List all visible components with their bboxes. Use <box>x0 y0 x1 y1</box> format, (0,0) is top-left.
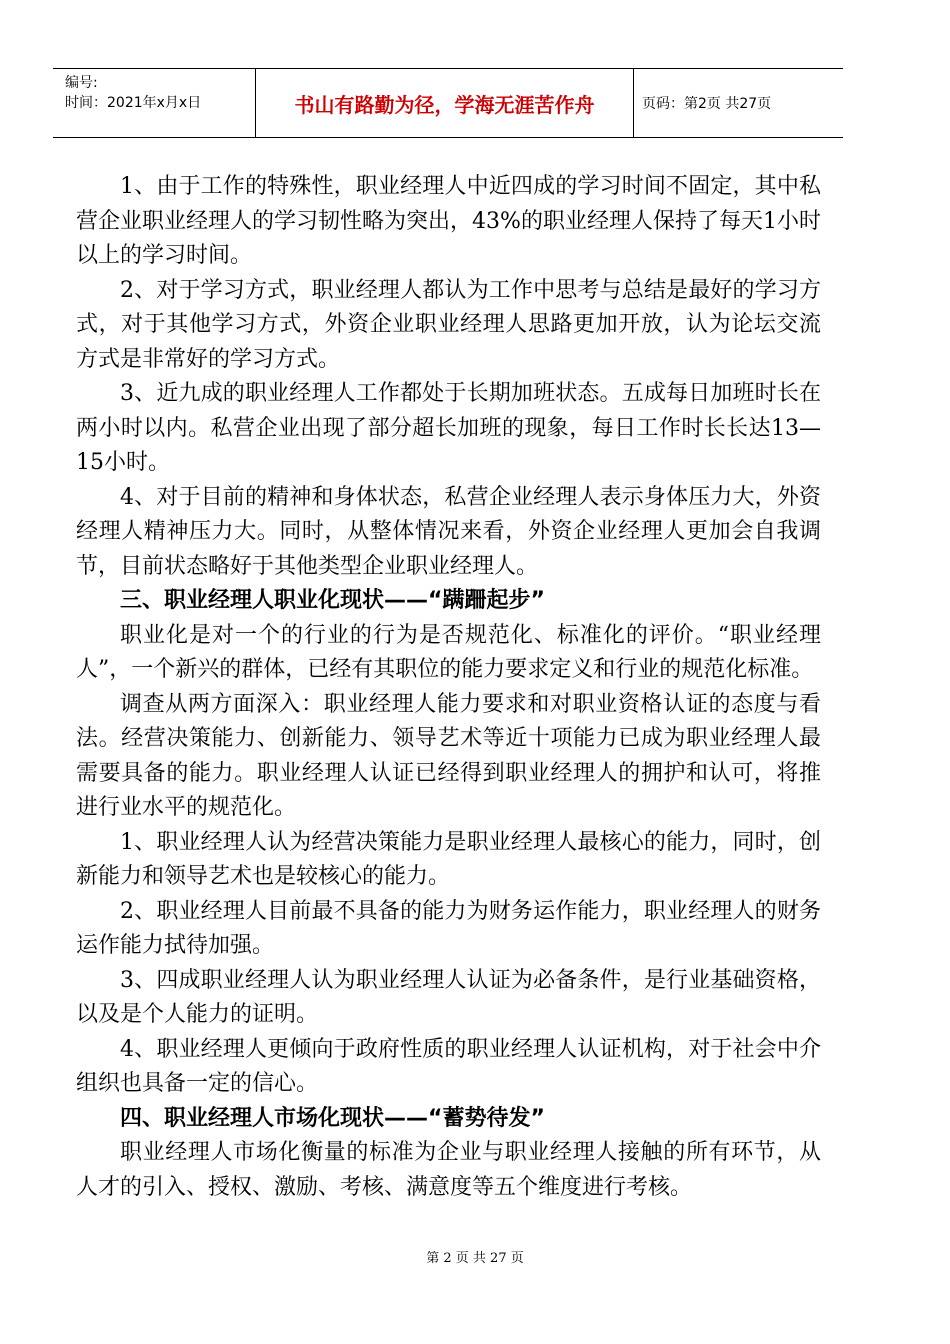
paragraph-5: 职业化是对一个的行业的行为是否规范化、标准化的评价。“职业经理人”，一个新兴的群体，已经有其职位的能力要求定义和行业的规范化标准。 <box>76 622 821 682</box>
header-page-number: 页码：第2页 共27页 <box>642 96 772 112</box>
paragraph-9: 3、四成职业经理人认为职业经理人认证为必备条件，是行业基础资格，以及是个人能力的证明。 <box>76 967 821 1027</box>
paragraph-3: 3、近九成的职业经理人工作都处于长期加班状态。五成每日加班时长在两小时以内。私营企业出现了部分超长加班的现象，每日工作时长长达13—15小时。 <box>76 381 821 475</box>
paragraph-6: 调查从两方面深入：职业经理人能力要求和对职业资格认证的态度与看法。经营决策能力、创新能力、领导艺术等近十项能力已成为职业经理人最需要具备的能力。职业经理人认证已经得到职业经理人的拥护和认可，将推进行业水平的规范化。 <box>76 691 821 820</box>
paragraph-8: 2、职业经理人目前最不具备的能力为财务运作能力，职业经理人的财务运作能力拭待加强。 <box>76 898 821 958</box>
paragraph-4: 4、对于目前的精神和身体状态，私营企业经理人表示身体压力大，外资经理人精神压力大。同时，从整体情况来看，外资企业经理人更加会自我调节，目前状态略好于其他类型企业职业经理人。 <box>76 484 821 579</box>
header-meta <box>53 69 256 137</box>
paragraph-1: 1、由于工作的特殊性，职业经理人中近四成的学习时间不固定，其中私营企业职业经理人的学习韧性略为突出，43%的职业经理人保持了每天1小时以上的学习时间。 <box>76 174 821 268</box>
document-number: 编号: <box>65 75 98 91</box>
section-heading-3: 三、职业经理人职业化现状——“蹒跚起步” <box>120 588 545 613</box>
section-heading-4: 四、职业经理人市场化现状——“蓄势待发” <box>120 1105 545 1131</box>
page-header <box>53 68 843 138</box>
paragraph-2: 2、对于学习方式，职业经理人都认为工作中思考与总结是最好的学习方式，对于其他学习方式，外资企业职业经理人思路更加开放，认为论坛交流方式是非常好的学习方式。 <box>76 277 821 372</box>
page-footer: 第 2 页 共 27 页 <box>426 1251 524 1266</box>
header-motto: 书山有路勤为径，学海无涯苦作舟 <box>256 69 634 137</box>
document-body <box>76 170 821 1205</box>
document-date: 时间：2021年x月x日 <box>65 95 202 111</box>
paragraph-10: 4、职业经理人更倾向于政府性质的职业经理人认证机构，对于社会中介组织也具备一定的信心。 <box>76 1036 821 1096</box>
paragraph-7: 1、职业经理人认为经营决策能力是职业经理人最核心的能力，同时，创新能力和领导艺术也是较核心的能力。 <box>76 829 821 889</box>
paragraph-11: 职业经理人市场化衡量的标准为企业与职业经理人接触的所有环节，从人才的引入、授权、激励、考核、满意度等五个维度进行考核。 <box>76 1140 821 1200</box>
